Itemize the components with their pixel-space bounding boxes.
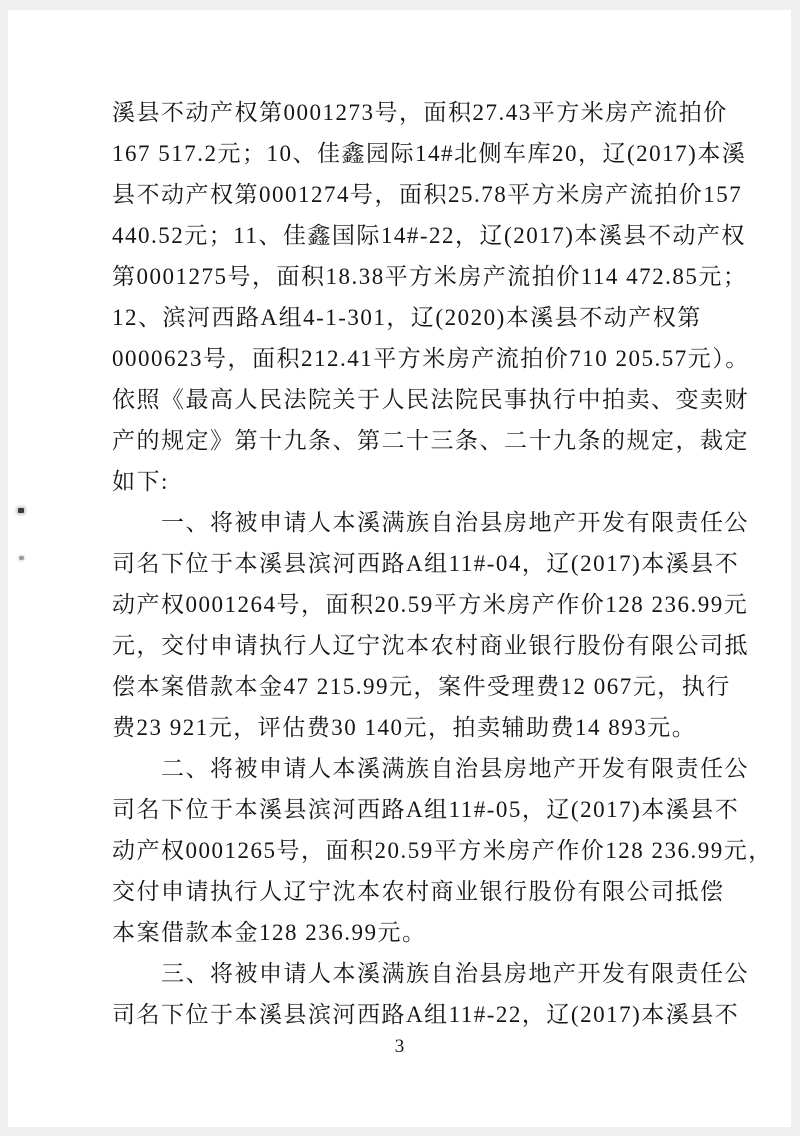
- document-line: 依照《最高人民法院关于人民法院民事执行中拍卖、变卖财: [112, 387, 749, 412]
- document-line: 0000623号，面积212.41平方米房产流拍价710 205.57元）。: [112, 346, 750, 371]
- scan-speck: [19, 556, 24, 560]
- document-line: 如下:: [112, 469, 169, 494]
- document-line: 167 517.2元；10、佳鑫园际14#北侧车库20，辽(2017)本溪: [112, 141, 747, 166]
- document-line: 偿本案借款本金47 215.99元，案件受理费12 067元，执行: [112, 674, 731, 699]
- document-line: 二、将被申请人本溪满族自治县房地产开发有限责任公: [112, 756, 749, 781]
- document-line: 县不动产权第0001274号，面积25.78平方米房产流拍价157: [112, 182, 743, 207]
- document-line: 司名下位于本溪县滨河西路A组11#-04，辽(2017)本溪县不: [112, 551, 740, 576]
- document-line: 动产权0001265号，面积20.59平方米房产作价128 236.99元，: [112, 838, 773, 863]
- document-line: 司名下位于本溪县滨河西路A组11#-05，辽(2017)本溪县不: [112, 797, 740, 822]
- document-line: 溪县不动产权第0001273号，面积27.43平方米房产流拍价: [112, 100, 728, 125]
- document-page: [8, 10, 791, 1127]
- document-lines: [112, 92, 773, 1035]
- document-line: 三、将被申请人本溪满族自治县房地产开发有限责任公: [112, 961, 749, 986]
- document-line: 费23 921元，评估费30 140元，拍卖辅助费14 893元。: [112, 715, 697, 740]
- document-line: 动产权0001264号，面积20.59平方米房产作价128 236.99元: [112, 592, 749, 617]
- scan-speck: [18, 508, 24, 513]
- document-line: 本案借款本金128 236.99元。: [112, 920, 427, 945]
- document-line: 12、滨河西路A组4-1-301，辽(2020)本溪县不动产权第: [112, 305, 702, 330]
- document-line: 一、将被申请人本溪满族自治县房地产开发有限责任公: [112, 510, 749, 535]
- document-line: 元，交付申请执行人辽宁沈本农村商业银行股份有限公司抵: [112, 633, 749, 658]
- document-line: 司名下位于本溪县滨河西路A组11#-22，辽(2017)本溪县不: [112, 1002, 740, 1027]
- page-number: 3: [394, 1036, 405, 1057]
- document-line: 交付申请执行人辽宁沈本农村商业银行股份有限公司抵偿: [112, 879, 725, 904]
- document-line: 产的规定》第十九条、第二十三条、二十九条的规定，裁定: [112, 428, 749, 453]
- document-line: 第0001275号，面积18.38平方米房产流拍价114 472.85元；: [112, 264, 748, 289]
- document-line: 440.52元；11、佳鑫国际14#-22，辽(2017)本溪县不动产权: [112, 223, 746, 248]
